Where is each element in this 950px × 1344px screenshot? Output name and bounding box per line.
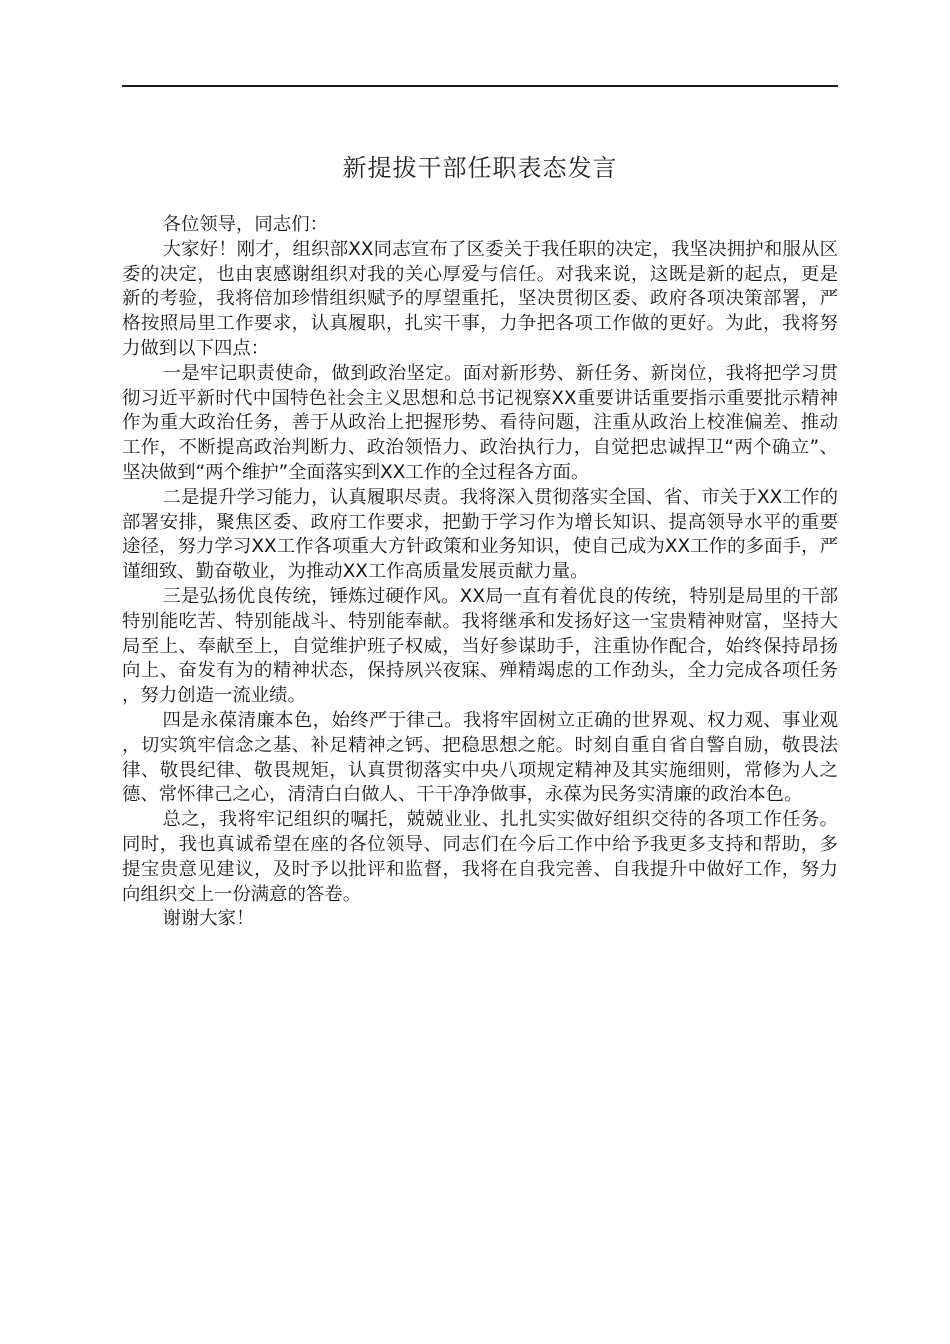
document-body [122,213,838,932]
paragraph-conclusion: 总之，我将牢记组织的嘱托，兢兢业业、扎扎实实做好组织交待的各项工作任务。同时，我也真诚希望在座的各位领导、同志们在今后工作中给予我更多支持和帮助，多提宝贵意见建议，及时予以批评和监督，我将在自我完善、自我提升中做好工作，努力向组织交上一份满意的答卷。 [122,809,838,905]
paragraph-point-four: 四是永葆清廉本色，始终严于律己。我将牢固树立正确的世界观、权力观、事业观，切实筑牢信念之基、补足精神之钙、把稳思想之舵。时刻自重自省自警自励，敬畏法律、敬畏纪律、敬畏规矩，认真贯彻落实中央八项规定精神及其实施细则，常修为人之德、常怀律己之心，清清白白做人、干干净净做事，永葆为民务实清廉的政治本色。 [122,709,838,806]
paragraph-point-two: 二是提升学习能力，认真履职尽责。我将深入贯彻落实全国、省、市关于XX工作的部署安排，聚焦区委、政府工作要求，把勤于学习作为增长知识、提高领导水平的重要途径，努力学习XX工作各项重大方针政策和业务知识，使自己成为XX工作的多面手，严谨细致、勤奋敬业，为推动XX工作高质量发展贡献力量。 [122,486,838,583]
paragraph-point-three: 三是弘扬优良传统，锤炼过硬作风。XX局一直有着优良的传统，特别是局里的干部特别能吃苦、特别能战斗、特别能奉献。我将继承和发扬好这一宝贵精神财富，坚持大局至上、奉献至上，自觉维护班子权威，当好参谋助手，注重协作配合，始终保持昂扬向上、奋发有为的精神状态，保持夙兴夜寐、殚精竭虑的工作劲头，全力完成各项任务，努力创造一流业绩。 [122,585,838,707]
closing-thanks: 谢谢大家！ [162,908,255,930]
document-title: 新提拔干部任职表态发言 [342,154,618,182]
paragraph-point-one: 一是牢记职责使命，做到政治坚定。面对新形势、新任务、新岗位，我将把学习贯彻习近平新时代中国特色社会主义思想和总书记视察XX重要讲话重要指示重要批示精神作为重大政治任务，善于从政治上把握形势、看待问题，注重从政治上校准偏差、推动工作，不断提高政治判断力、政治领悟力、政治执行力，自觉把忠诚捍卫“两个确立”、坚决做到“两个维护”全面落实到XX工作的全过程各方面。 [122,362,838,483]
paragraph-opening: 大家好！刚才，组织部XX同志宣布了区委关于我任职的决定，我坚决拥护和服从区委的决定，也由衷感谢组织对我的关心厚爱与信任。对我来说，这既是新的起点，更是新的考验，我将倍加珍惜组织赋予的厚望重托，坚决贯彻区委、政府各项决策部署，严格按照局里工作要求，认真履职，扎实干事，力争把各项工作做的更好。为此，我将努力做到以下四点： [122,238,838,359]
salutation: 各位领导，同志们： [162,214,328,235]
header-rule [122,85,838,87]
